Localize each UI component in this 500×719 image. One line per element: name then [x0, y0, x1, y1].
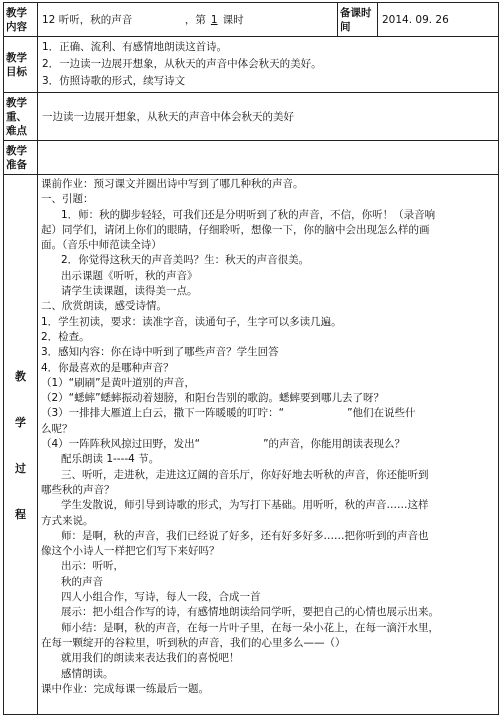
- process-label-char-4: 程: [15, 507, 26, 521]
- process-line: 像这个小诗人一样把它们写下来好吗？: [41, 545, 220, 558]
- process-label: [4, 175, 38, 715]
- process-line: 哪些秋的声音？: [41, 483, 115, 496]
- content-label: 教学内容: [4, 3, 38, 37]
- process-label-char-2: 学: [15, 415, 26, 429]
- process-line: 请学生读课题，读得美一点。: [61, 285, 198, 298]
- process-line: 1．师：秋的脚步轻轻，可我们还是分明听到了秋的声音，不信，你听！（录音响: [61, 208, 436, 221]
- process-line: 方式来说。: [41, 514, 94, 527]
- header-row: [4, 3, 499, 37]
- goals-cell: [38, 37, 499, 93]
- goal-item-2: 2．一边读一边展开想象，从秋天的声音中体会秋天的美好。: [42, 58, 322, 70]
- process-line: 起）同学们，请闭上你们的眼睛，仔细聆听，想像一下，你的脑中会出现怎么样的画: [41, 223, 430, 236]
- process-line: 学生发散说，师引导到诗歌的形式，为写打下基础。用听听，秋的声音……这样: [61, 499, 429, 512]
- process-line: 出示课题《听听，秋的声音》: [61, 269, 198, 282]
- prep-time-label: 备课时间: [338, 3, 378, 37]
- lesson-title-cell: [38, 3, 338, 37]
- key-label: 教学重、难点: [4, 93, 38, 141]
- process-line: 出示：听听，: [61, 560, 124, 573]
- prep-label: 教学准备: [4, 141, 38, 175]
- lesson-number: 1: [210, 14, 218, 26]
- goal-item-1: 1．正确、流利、有感情地朗读这首诗。: [42, 41, 228, 53]
- process-line: （4）一阵阵秋风掠过田野，发出“ ”的声音，你能用朗读表现么？: [41, 438, 406, 451]
- process-line: 就用我们的朗读来表达我们的喜悦吧！: [61, 652, 240, 665]
- process-label-char-1: 教: [15, 369, 26, 383]
- key-row: [4, 93, 499, 141]
- lesson-plan-page: [3, 2, 498, 718]
- goal-item-3: 3．仿照诗歌的形式，续写诗文: [42, 75, 186, 87]
- goals-row: [4, 37, 499, 93]
- lesson-title: 12 听听，秋的声音: [42, 14, 133, 26]
- process-line: 展示：把小组合作写的诗，有感情地朗读给同学听，要把自己的心情也展示出来。: [61, 606, 439, 619]
- process-line: 2．检查。: [41, 330, 90, 343]
- lesson-num-suffix: 课时: [222, 14, 244, 26]
- process-line: 4．你最喜欢的是哪种声音？: [41, 361, 174, 374]
- goals-label: 教学目标: [4, 37, 38, 93]
- process-line: 在每一颗绽开的谷粒里，听到秋的声音，我们的心里多么——（）: [41, 636, 346, 649]
- process-line: 课中作业：完成每课一练最后一题。: [41, 682, 209, 695]
- process-line: （3）一排排大雁道上白云，撒下一阵暖暖的叮咛：“ ”他们在说些什: [41, 407, 416, 420]
- lesson-num-prefix: ，第: [184, 14, 206, 26]
- process-line: 面。（音乐中师范读全诗）: [41, 239, 162, 252]
- process-line: 师小结：是啊，秋的声音，在每一片叶子里，在每一朵小花上，在每一滴汗水里，: [61, 621, 439, 634]
- prep-row: [4, 141, 499, 175]
- process-line: 三、听听，走进秋，走进这辽阔的音乐厅，你好好地去听秋的声音，你还能听到: [61, 468, 429, 481]
- process-line: 一、引题：: [41, 193, 94, 206]
- process-line: 秋的声音: [61, 575, 103, 588]
- process-line: 配乐朗读 1----4 节。: [61, 453, 160, 466]
- process-label-char-3: 过: [15, 461, 26, 475]
- prep-text: [38, 141, 499, 175]
- prep-date: 2014. 09. 26: [378, 3, 499, 37]
- process-line: （1）“刷刷”是黄叶道别的声音，: [41, 376, 196, 389]
- process-line: 感情朗读。: [61, 667, 114, 680]
- process-line: 1．学生初读，要求：读准字音，读通句子，生字可以多读几遍。: [41, 315, 342, 328]
- process-line: 四人小组合作，写诗，每人一段，合成一首: [61, 591, 261, 604]
- process-content: [38, 175, 499, 715]
- key-text: 一边读一边展开想象，从秋天的声音中体会秋天的美好: [38, 93, 499, 141]
- process-line: 师：是啊，秋的声音，我们已经说了好多，还有好多好多……把你听到的声音也: [61, 529, 429, 542]
- lesson-plan-table: [3, 2, 499, 715]
- process-line: 么呢？: [41, 422, 73, 435]
- process-line: 二、欣赏朗读，感受诗情。: [41, 300, 167, 313]
- process-line: 3．感知内容：你在诗中听到了哪些声音？学生回答: [41, 346, 279, 359]
- process-line: 2．你觉得这秋天的声音美吗？生：秋天的声音很美。: [61, 254, 310, 267]
- process-row: [4, 175, 499, 715]
- process-line: （2）“蟋蟀”蟋蟀振动着翅膀，和阳台告别的歌韵。蟋蟀要到哪儿去了呀？: [41, 392, 385, 405]
- process-line: 课前作业：预习课文并圈出诗中写到了哪几种秋的声音。: [41, 178, 304, 190]
